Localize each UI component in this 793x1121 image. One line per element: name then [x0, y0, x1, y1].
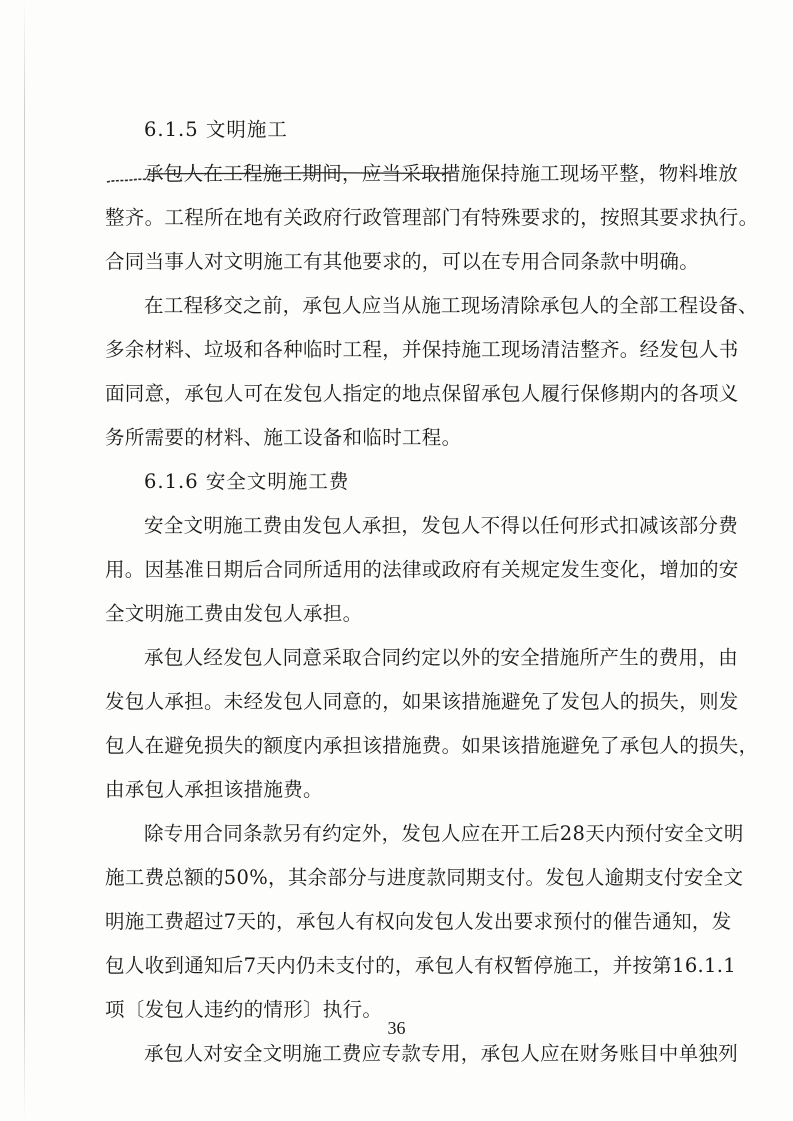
paragraph-line: 项〔发包人违约的情形〕执行。 — [105, 998, 383, 1021]
paragraph-line: 包人收到通知后7天内仍未支付的，承包人有权暂停施工，并按第16.1.1 — [105, 954, 736, 977]
paragraph-line: 全文明施工费由发包人承担。 — [105, 602, 363, 625]
paragraph-line: 包人在避免损失的额度内承担该措施费。如果该措施避免了承包人的损失， — [105, 734, 759, 757]
paragraph-line: 多余材料、垃圾和各种临时工程，并保持施工现场清洁整齐。经发包人书 — [105, 338, 739, 361]
paragraph-line: 用。因基准日期后合同所适用的法律或政府有关规定发生变化，增加的安 — [105, 558, 739, 581]
paragraph-line: 发包人承担。未经发包人同意的，如果该措施避免了发包人的损失，则发 — [105, 690, 739, 713]
paragraph-text: 承包人在工程施工期间，应当采取措施保持施工现场平整，物料堆放 — [144, 162, 739, 185]
paragraph-line: 在工程移交之前，承包人应当从施工现场清除承包人的全部工程设备、 — [144, 294, 758, 317]
paragraph-line: 整齐。工程所在地有关政府行政管理部门有特殊要求的，按照其要求执行。 — [105, 206, 759, 229]
page-number: 36 — [387, 1018, 406, 1038]
paragraph-line: 安全文明施工费由发包人承担，发包人不得以任何形式扣减该部分费 — [144, 514, 739, 537]
binding-edge-line — [24, 0, 25, 1121]
paragraph-line: 务所需要的材料、施工设备和临时工程。 — [105, 426, 462, 449]
document-body — [105, 108, 759, 1076]
paragraph-line: 明施工费超过7天的，承包人有权向发包人发出要求预付的催告通知，发 — [105, 910, 732, 933]
section-heading-6-1-6: 6.1.6 安全文明施工费 — [144, 470, 350, 493]
paragraph-line: 承包人经发包人同意采取合同约定以外的安全措施所产生的费用，由 — [144, 646, 739, 669]
section-heading-6-1-5: 6.1.5 文明施工 — [144, 118, 288, 141]
paragraph-line: 合同当事人对文明施工有其他要求的，可以在专用合同条款中明确。 — [105, 250, 700, 273]
paragraph-line: 承包人对安全文明施工费应专款专用，承包人应在财务账目中单独列 — [144, 1042, 739, 1065]
paragraph-line: 施工费总额的50%，其余部分与进度款同期支付。发包人逾期支付安全文 — [105, 866, 744, 889]
paragraph-line: 面同意，承包人可在发包人指定的地点保留承包人履行保修期内的各项义 — [105, 382, 739, 405]
paragraph-line: 除专用合同条款另有约定外，发包人应在开工后28天内预付安全文明 — [144, 822, 744, 845]
paragraph-line: 由承包人承担该措施费。 — [105, 778, 323, 801]
paragraph-line — [105, 152, 739, 196]
